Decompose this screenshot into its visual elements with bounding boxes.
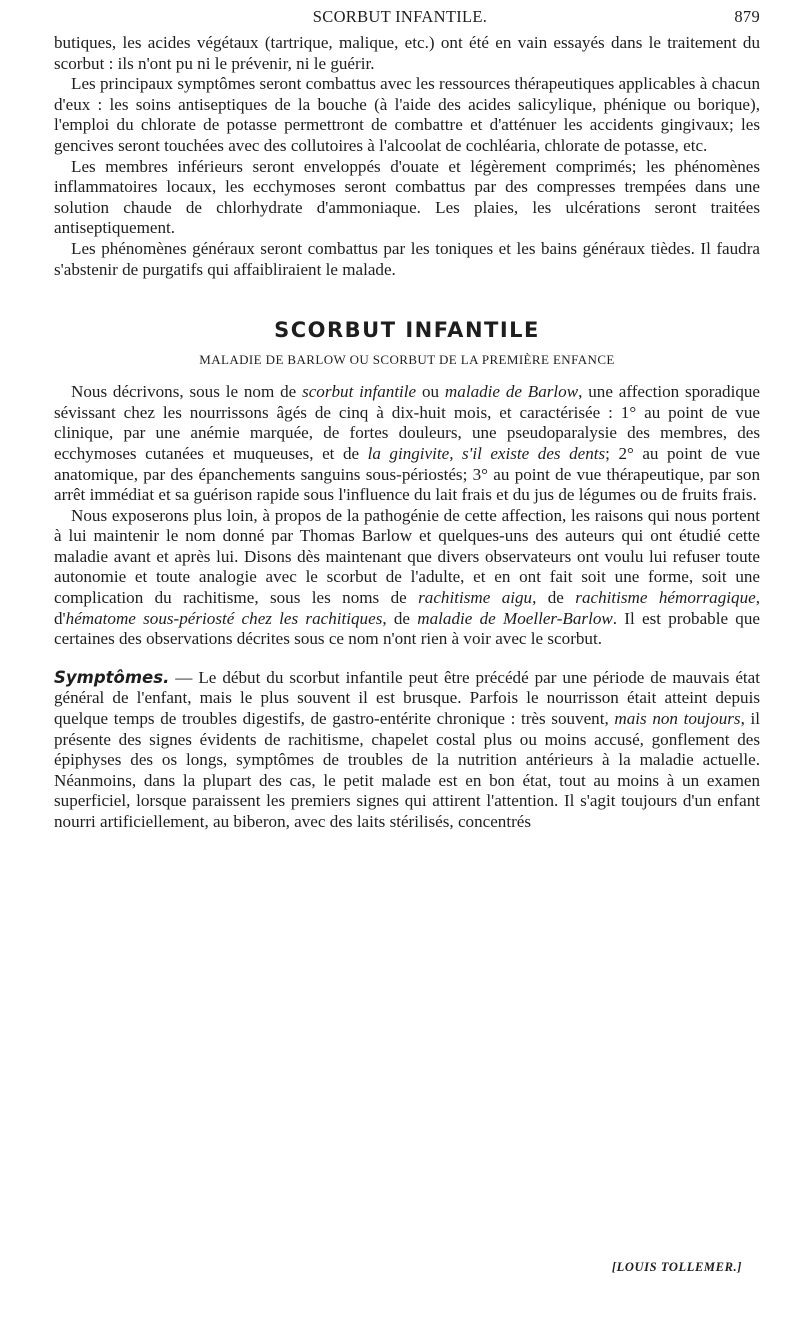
italic-text: mais non toujours	[614, 709, 741, 729]
page-number: 879	[734, 7, 760, 26]
author-signature: [LOUIS TOLLEMER.]	[611, 1260, 742, 1274]
text: Nous exposerons plus loin, à propos de la pathogénie de cette affection, les raisons qui nous portent à lui maintenir le nom donné par Thomas Barlow et quelques-uns des auteurs qui ont étudié cette maladie avant et après lui. Disons dès maintenant que divers observateurs ont voulu lui refuser toute autonomie et toute analogie avec le scorbut de l'adulte, et en ont fait soit une forme, soit une complication du rachitisme, sous les noms de	[54, 505, 760, 608]
section-title: SCORBUT INFANTILE	[274, 318, 540, 343]
text: — Le début du scorbut infantile peut être précédé par une période de mauvais état général de l'enfant, mais le plus souvent il est brusque. Parfois le nourrisson était atteint depuis quelque temps de troubles digestifs, de gastro-entérite chronique : très souvent,	[54, 667, 760, 729]
running-head	[0, 7, 800, 29]
italic-text: rachitisme aigu	[418, 588, 533, 608]
text: , d'	[54, 588, 760, 628]
text: , une affection sporadique sévissant chez les nourrissons âgés de cinq à dix-huit mois, et caractérisée : 1° au point de vue clinique, par une anémie marquée, de fortes douleurs, une pseudoparalysie des membres, des ecchymoses cutanées et muqueuses, et de	[54, 382, 761, 463]
italic-text: la gingivite, s'il existe des dents	[367, 443, 606, 463]
paragraph-definition	[54, 382, 760, 506]
text: . Il est probable que certaines des observations décrites sous ce nom n'ont rien à voir avec le scorbut.	[54, 608, 760, 649]
page-body	[54, 33, 760, 833]
section-subtitle: MALADIE DE BARLOW OU SCORBUT DE LA PREMIÈRE ENFANCE	[199, 352, 615, 368]
italic-text: rachitisme hémorragique	[575, 588, 756, 608]
text: ; 2° au point de vue anatomique, par des épanchements sanguins sous-périostés; 3° au point de vue thérapeutique, par son arrêt immédiat et sa guérison rapide sous l'influence du lait frais et du jus de légumes ou de fruits frais.	[54, 443, 760, 505]
text: , de	[532, 588, 576, 608]
text: Nous décrivons, sous le nom de	[71, 382, 303, 402]
spacer	[54, 650, 760, 668]
italic-text: maladie de Moeller-Barlow	[417, 608, 613, 628]
text: , de	[382, 608, 418, 628]
text: , il présente des signes évidents de rachitisme, chapelet costal plus ou moins accusé, gonflement des épiphyses des os longs, symptômes de troubles de la nutrition antérieurs à la maladie actuelle. Néanmoins, dans la plupart des cas, le petit malade est en bon état, tout au moins à un examen superficiel, lorsque paraissent les premiers signes qui attirent l'attention. Il s'agit toujours d'un enfant nourri artificiellement, au biberon, avec des laits stérilisés, concentrés	[54, 709, 760, 831]
paragraph-treatment-symptoms: Les principaux symptômes seront combattus avec les ressources thérapeutiques applicables à chacun d'eux : les soins antiseptiques de la bouche (à l'aide des acides salicylique, phénique ou borique), l'emploi du chlorate de potasse permettront de combattre et d'atténuer les accidents gingivaux; les gencives seront touchées avec des collutoires à l'alcoolat de cochléaria, chlorate de potasse, etc.	[54, 74, 760, 155]
italic-text: maladie de Barlow	[444, 382, 579, 402]
paragraph-naming	[54, 506, 760, 650]
running-title: SCORBUT INFANTILE.	[312, 7, 488, 26]
italic-text: scorbut infantile	[302, 382, 417, 402]
paragraph-symptoms	[54, 668, 760, 833]
paragraph-general-phenomena: Les phénomènes généraux seront combattus par les toniques et les bains généraux tièdes. Il faudra s'abstenir de purgatifs qui affaibliraient le malade.	[54, 238, 760, 279]
inline-heading-symptoms: Symptômes.	[54, 667, 170, 687]
paragraph-continuation: butiques, les acides végétaux (tartrique, malique, etc.) ont été en vain essayés dans le traitement du scorbut : ils n'ont pu ni le prévenir, ni le guérir.	[54, 33, 760, 73]
text: ou	[416, 382, 445, 402]
italic-text: hématome sous-périosté chez les rachitiques	[65, 608, 383, 628]
paragraph-lower-limbs: Les membres inférieurs seront enveloppés d'ouate et légèrement comprimés; les phénomènes inflammatoires locaux, les ecchymoses seront combattus par des compresses trempées dans une solution chaude de chlorhydrate d'ammoniaque. Les plaies, les ulcérations seront traitées antiseptiquement.	[54, 156, 760, 238]
